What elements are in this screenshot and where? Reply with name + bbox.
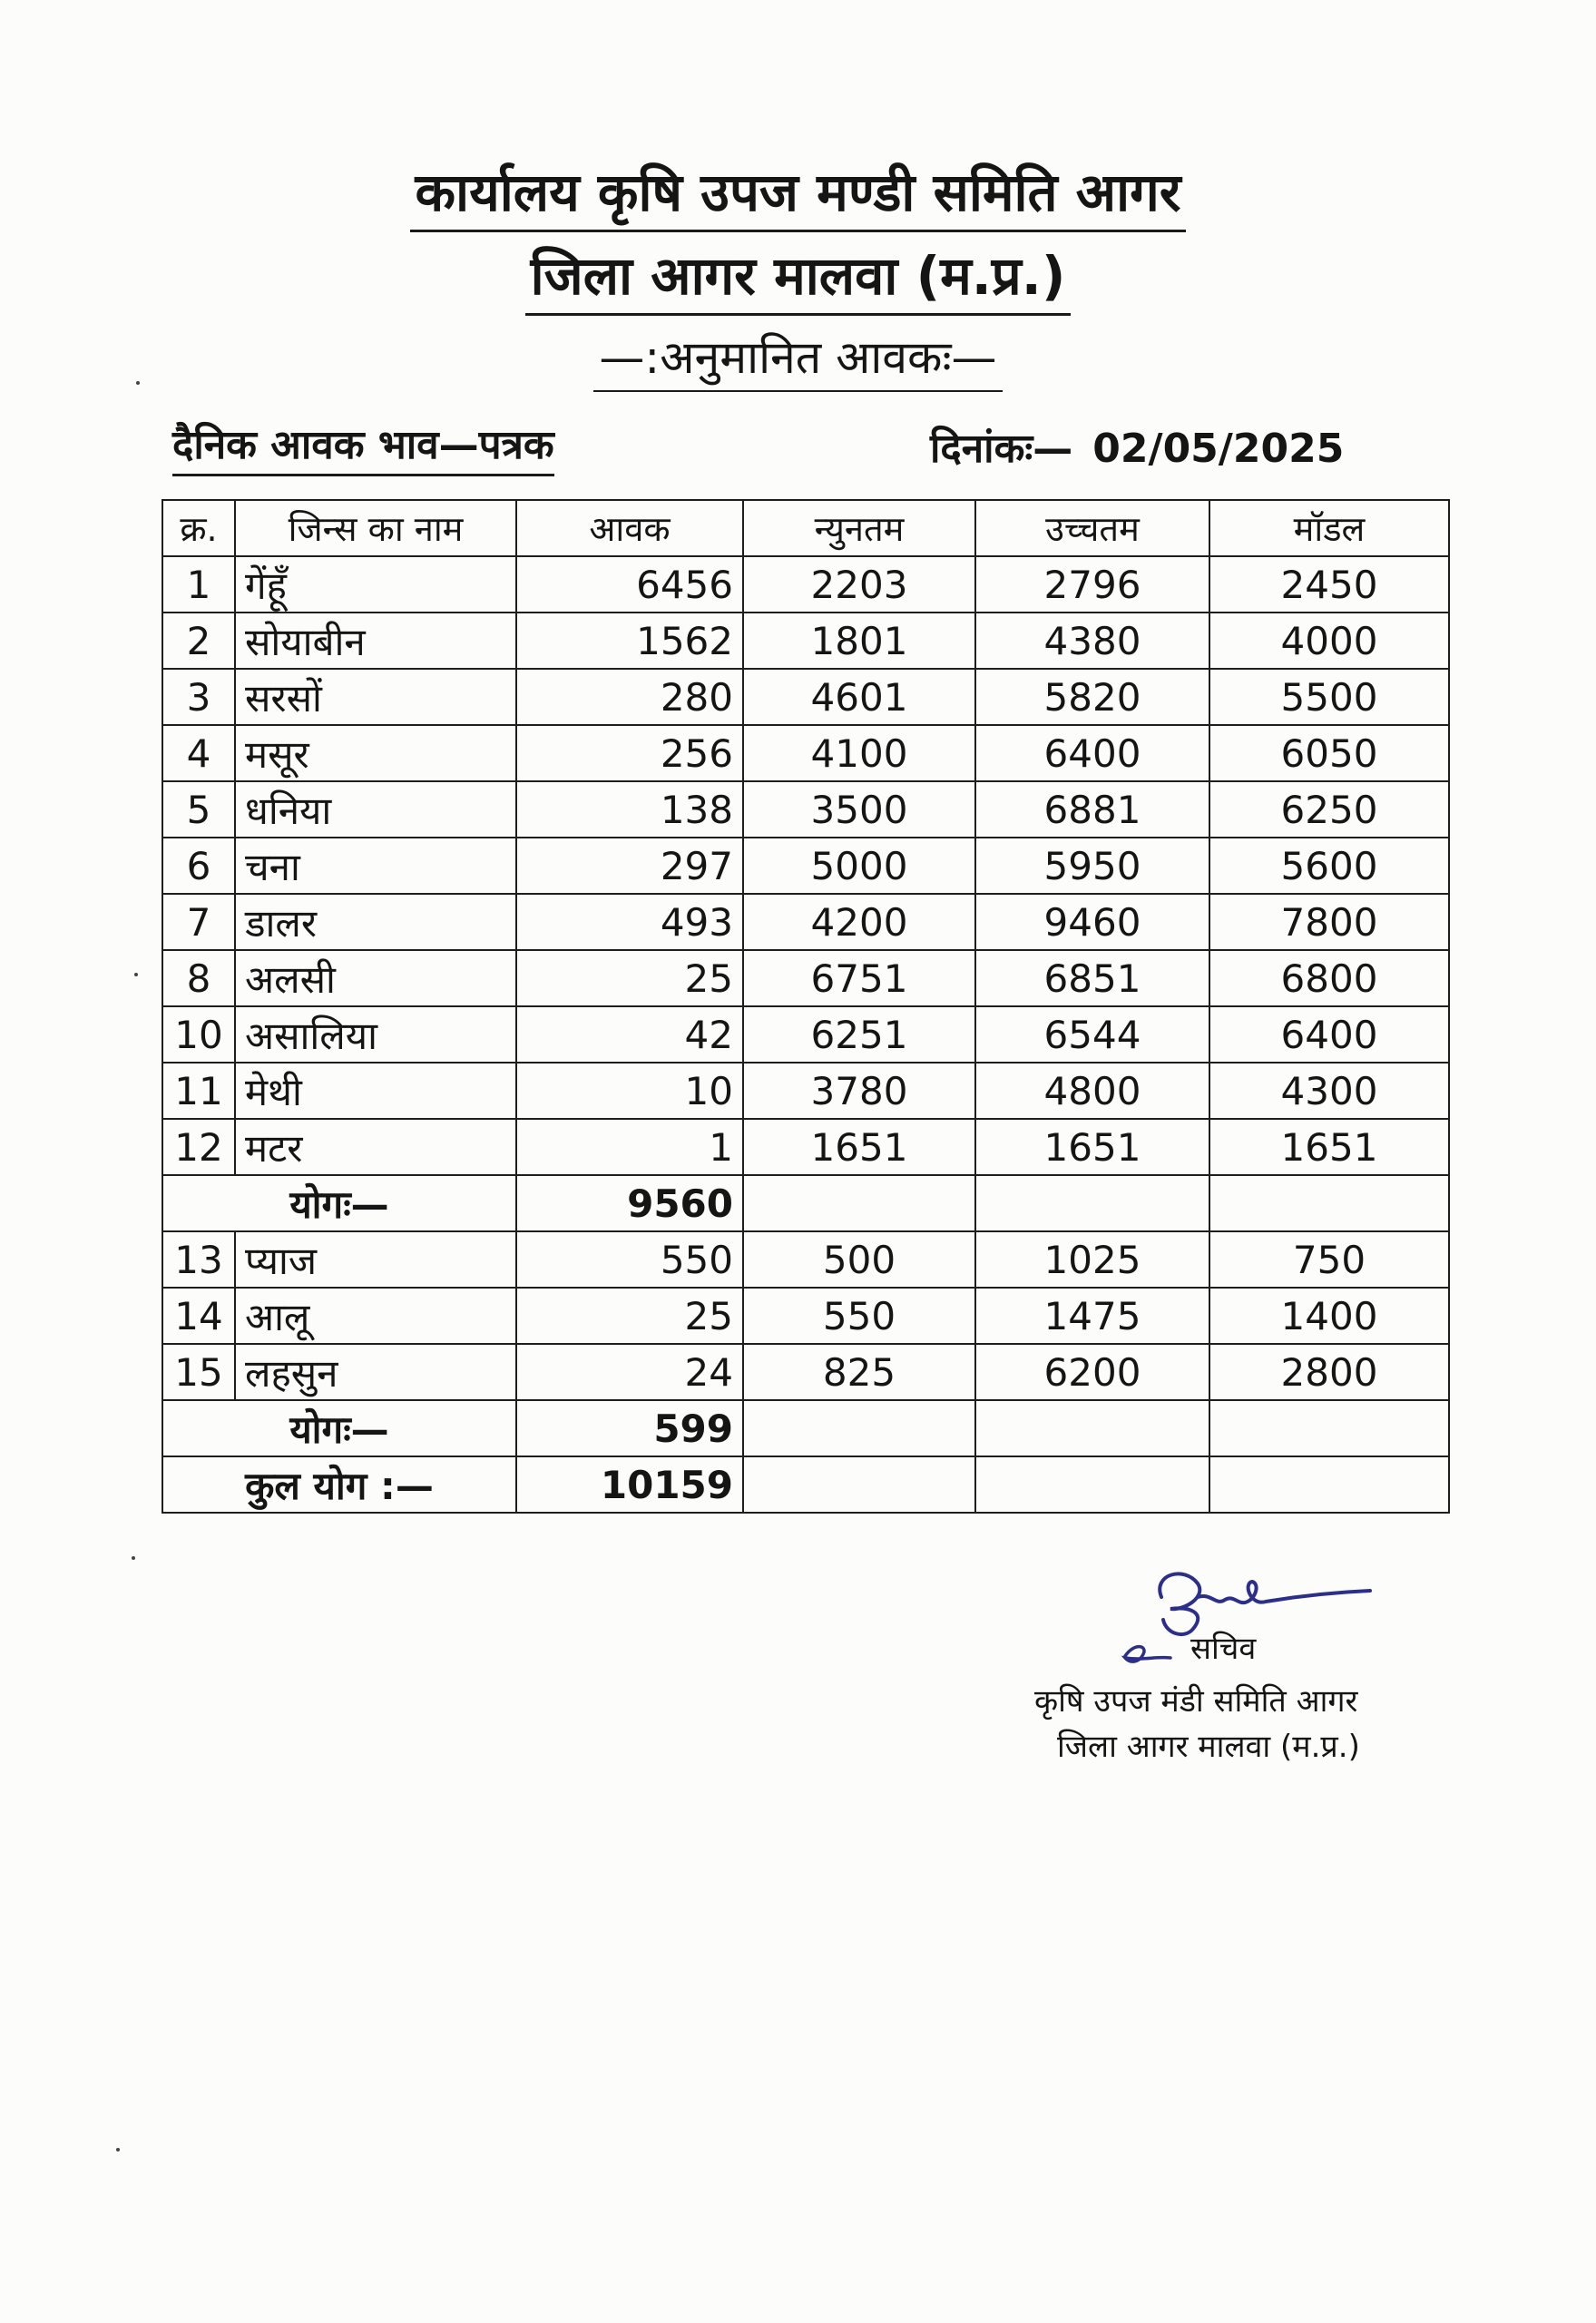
table-row	[162, 838, 1449, 894]
commodity-cell: आलू	[235, 1288, 516, 1344]
serial-cell: 5	[162, 781, 235, 838]
max-price-cell: 4380	[975, 613, 1209, 669]
commodity-cell: मटर	[235, 1119, 516, 1175]
commodity-cell: असालिया	[235, 1006, 516, 1063]
arrival-cell: 25	[516, 1288, 743, 1344]
commodity-cell: गेंहूँ	[235, 556, 516, 613]
arrival-price-table	[162, 499, 1450, 1514]
modal-price-cell: 1651	[1209, 1119, 1449, 1175]
commodity-cell: डालर	[235, 894, 516, 950]
max-price-cell: 1651	[975, 1119, 1209, 1175]
modal-price-cell: 7800	[1209, 894, 1449, 950]
col-serial: क्र.	[162, 500, 235, 556]
grand-total-value: 10159	[516, 1456, 743, 1513]
subtotal-label: योगः—	[162, 1400, 516, 1456]
modal-price-cell: 5500	[1209, 669, 1449, 725]
min-price-cell: 2203	[743, 556, 975, 613]
serial-cell: 6	[162, 838, 235, 894]
serial-cell: 15	[162, 1344, 235, 1400]
commodity-cell: सरसों	[235, 669, 516, 725]
signatory-district: जिला आगर मालवा (म.प्र.)	[1057, 1729, 1360, 1765]
min-price-cell: 550	[743, 1288, 975, 1344]
table-row	[162, 556, 1449, 613]
max-price-cell: 2796	[975, 556, 1209, 613]
arrival-cell: 297	[516, 838, 743, 894]
serial-cell: 14	[162, 1288, 235, 1344]
min-price-cell: 4601	[743, 669, 975, 725]
min-price-cell: 500	[743, 1231, 975, 1288]
date-value: 02/05/2025	[1092, 426, 1345, 472]
arrival-cell: 1562	[516, 613, 743, 669]
modal-price-cell: 750	[1209, 1231, 1449, 1288]
col-min-price: न्युनतम	[743, 500, 975, 556]
serial-cell: 4	[162, 725, 235, 781]
max-price-cell: 5950	[975, 838, 1209, 894]
max-price-cell: 4800	[975, 1063, 1209, 1119]
commodity-cell: लहसुन	[235, 1344, 516, 1400]
arrival-cell: 138	[516, 781, 743, 838]
district-title: जिला आगर मालवा (म.प्र.)	[0, 238, 1596, 316]
table-row	[162, 1344, 1449, 1400]
min-price-cell: 4200	[743, 894, 975, 950]
table-row	[162, 1063, 1449, 1119]
modal-price-cell: 6050	[1209, 725, 1449, 781]
grand-total-row	[162, 1456, 1449, 1513]
min-price-cell: 5000	[743, 838, 975, 894]
serial-cell: 12	[162, 1119, 235, 1175]
modal-price-cell: 6250	[1209, 781, 1449, 838]
arrival-cell: 256	[516, 725, 743, 781]
table-row	[162, 1119, 1449, 1175]
date-label: दिनांकः—	[930, 426, 1073, 472]
table-header-row	[162, 500, 1449, 556]
commodity-cell: सोयाबीन	[235, 613, 516, 669]
commodity-cell: धनिया	[235, 781, 516, 838]
serial-cell: 10	[162, 1006, 235, 1063]
scan-speck	[132, 1556, 135, 1560]
modal-price-cell: 5600	[1209, 838, 1449, 894]
subtotal-row-1	[162, 1175, 1449, 1231]
subtotal-value: 599	[516, 1400, 743, 1456]
max-price-cell: 6851	[975, 950, 1209, 1006]
arrival-cell: 24	[516, 1344, 743, 1400]
arrival-cell: 25	[516, 950, 743, 1006]
modal-price-cell: 6800	[1209, 950, 1449, 1006]
commodity-cell: मेथी	[235, 1063, 516, 1119]
serial-cell: 3	[162, 669, 235, 725]
table-row	[162, 1006, 1449, 1063]
estimate-heading: —:अनुमानित आवकः—	[0, 325, 1596, 392]
table-row	[162, 613, 1449, 669]
col-commodity: जिन्स का नाम	[235, 500, 516, 556]
max-price-cell: 9460	[975, 894, 1209, 950]
scan-speck	[136, 381, 140, 385]
table-row	[162, 781, 1449, 838]
min-price-cell: 3780	[743, 1063, 975, 1119]
serial-cell: 13	[162, 1231, 235, 1288]
commodity-cell: मसूर	[235, 725, 516, 781]
subtotal-row-2	[162, 1400, 1449, 1456]
subtotal-label: योगः—	[162, 1175, 516, 1231]
subtotal-value: 9560	[516, 1175, 743, 1231]
table-row	[162, 1231, 1449, 1288]
commodity-cell: अलसी	[235, 950, 516, 1006]
modal-price-cell: 4000	[1209, 613, 1449, 669]
modal-price-cell: 2450	[1209, 556, 1449, 613]
signatory-title: सचिव	[1190, 1631, 1257, 1667]
arrival-cell: 42	[516, 1006, 743, 1063]
min-price-cell: 1651	[743, 1119, 975, 1175]
col-modal-price: मॉडल	[1209, 500, 1449, 556]
table-row	[162, 950, 1449, 1006]
col-max-price: उच्चतम	[975, 500, 1209, 556]
max-price-cell: 1025	[975, 1231, 1209, 1288]
grand-total-label: कुल योग :—	[162, 1456, 516, 1513]
arrival-cell: 6456	[516, 556, 743, 613]
min-price-cell: 1801	[743, 613, 975, 669]
report-date	[930, 419, 1344, 474]
scan-speck	[116, 2148, 120, 2151]
arrival-cell: 280	[516, 669, 743, 725]
max-price-cell: 6881	[975, 781, 1209, 838]
commodity-cell: चना	[235, 838, 516, 894]
col-arrival: आवक	[516, 500, 743, 556]
min-price-cell: 825	[743, 1344, 975, 1400]
office-title: कार्यालय कृषि उपज मण्डी समिति आगर	[0, 154, 1596, 232]
signatory-office: कृषि उपज मंडी समिति आगर	[1034, 1683, 1358, 1720]
arrival-cell: 493	[516, 894, 743, 950]
serial-cell: 2	[162, 613, 235, 669]
max-price-cell: 6400	[975, 725, 1209, 781]
scan-speck	[134, 973, 138, 976]
arrival-cell: 550	[516, 1231, 743, 1288]
table-row	[162, 894, 1449, 950]
max-price-cell: 6200	[975, 1344, 1209, 1400]
serial-cell: 7	[162, 894, 235, 950]
max-price-cell: 6544	[975, 1006, 1209, 1063]
report-subtitle: दैनिक आवक भाव—पत्रक	[172, 416, 554, 476]
min-price-cell: 3500	[743, 781, 975, 838]
arrival-cell: 10	[516, 1063, 743, 1119]
serial-cell: 11	[162, 1063, 235, 1119]
table-row	[162, 669, 1449, 725]
arrival-cell: 1	[516, 1119, 743, 1175]
serial-cell: 1	[162, 556, 235, 613]
min-price-cell: 4100	[743, 725, 975, 781]
max-price-cell: 5820	[975, 669, 1209, 725]
modal-price-cell: 1400	[1209, 1288, 1449, 1344]
min-price-cell: 6751	[743, 950, 975, 1006]
serial-cell: 8	[162, 950, 235, 1006]
table-row	[162, 725, 1449, 781]
modal-price-cell: 2800	[1209, 1344, 1449, 1400]
table-row	[162, 1288, 1449, 1344]
modal-price-cell: 4300	[1209, 1063, 1449, 1119]
min-price-cell: 6251	[743, 1006, 975, 1063]
modal-price-cell: 6400	[1209, 1006, 1449, 1063]
commodity-cell: प्याज	[235, 1231, 516, 1288]
max-price-cell: 1475	[975, 1288, 1209, 1344]
